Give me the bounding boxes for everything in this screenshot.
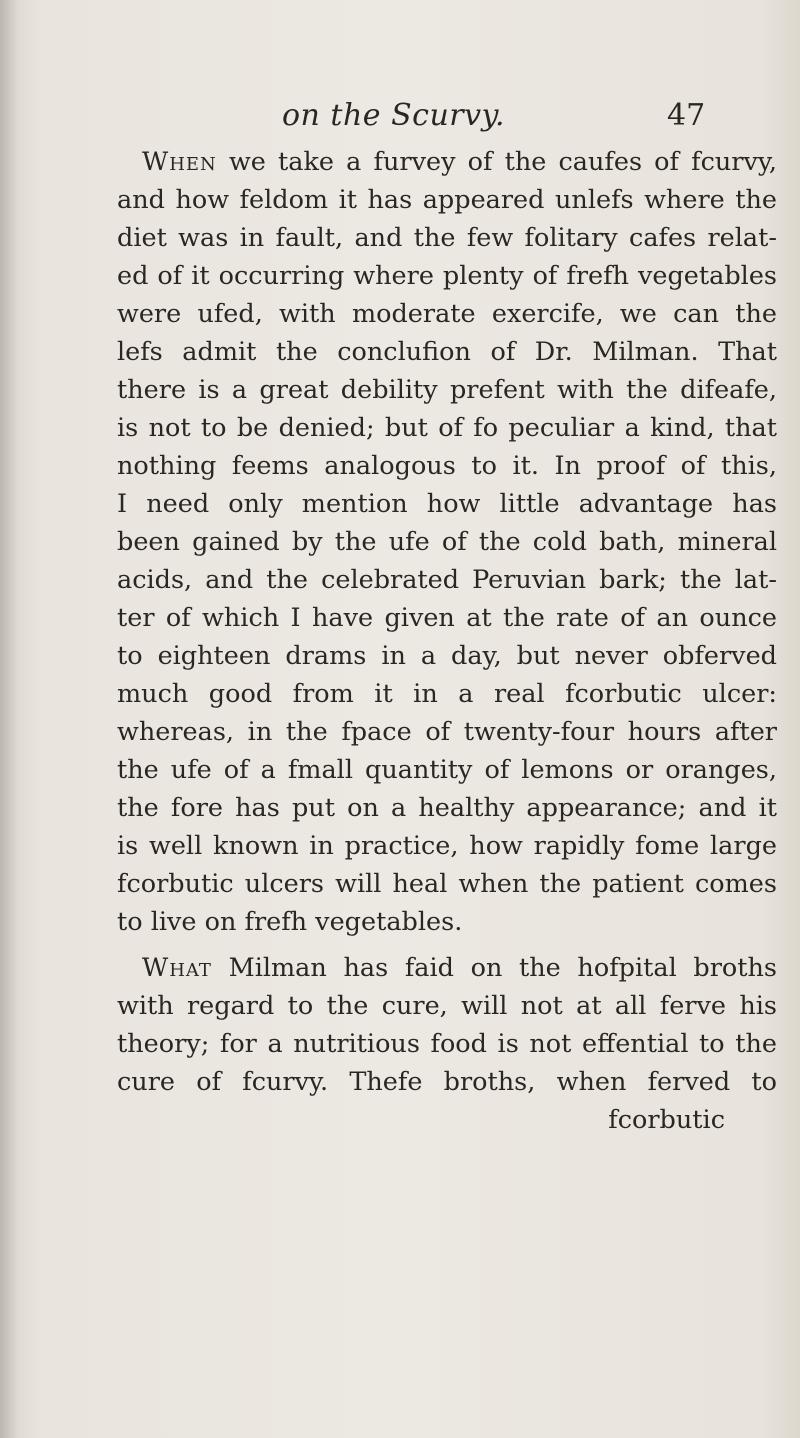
text-line: the fore has put on a healthy appearance; and it: [117, 793, 777, 823]
text-line: is not to be denied; but of fo peculiar a kind, that: [117, 413, 777, 443]
text-line: whereas, in the fpace of twenty-four hours after: [117, 717, 777, 747]
running-head-title: on the Scurvy.: [282, 98, 506, 133]
text-line: the ufe of a fmall quantity of lemons or oranges,: [117, 755, 777, 785]
text-line: been gained by the ufe of the cold bath, mineral: [117, 527, 777, 557]
paragraph-lead-word: What: [142, 953, 212, 983]
body-text: [117, 143, 777, 1139]
text-line: I need only mention how little advantage has: [117, 489, 777, 519]
text-line: What Milman has faid on the hofpital broths: [142, 953, 777, 983]
catchword: fcorbutic: [608, 1105, 725, 1135]
text-line: to live on frefh vegetables.: [117, 907, 463, 937]
running-head: [0, 98, 800, 138]
text-line: and how feldom it has appeared unlefs where the: [117, 185, 777, 215]
text-line: is well known in practice, how rapidly fome large: [117, 831, 777, 861]
page-number: 47: [667, 98, 706, 133]
text-line: cure of fcurvy. Thefe broths, when ferved to: [117, 1067, 777, 1097]
text-line: to eighteen drams in a day, but never obferved: [117, 641, 777, 671]
paragraph-lead-word: When: [142, 147, 217, 177]
text-line: nothing feems analogous to it. In proof of this,: [117, 451, 777, 481]
text-line: ter of which I have given at the rate of an ounce: [117, 603, 777, 633]
text-line: with regard to the cure, will not at all ferve his: [117, 991, 777, 1021]
text-line: ed of it occurring where plenty of frefh vegetables: [117, 261, 777, 291]
text-line: fcorbutic ulcers will heal when the patient comes: [117, 869, 777, 899]
text-line: much good from it in a real fcorbutic ulcer:: [117, 679, 777, 709]
text-line: there is a great debility prefent with the difeafe,: [117, 375, 777, 405]
text-line: acids, and the celebrated Peruvian bark; the lat-: [117, 565, 777, 595]
text-line: were ufed, with moderate exercife, we can the: [117, 299, 777, 329]
text-line: When we take a furvey of the caufes of fcurvy,: [142, 147, 777, 177]
paragraph-gap: [117, 941, 777, 949]
text-line: diet was in fault, and the few folitary cafes relat-: [117, 223, 777, 253]
text-line: lefs admit the conclufion of Dr. Milman. That: [117, 337, 777, 367]
text-line: theory; for a nutritious food is not effential to the: [117, 1029, 777, 1059]
gutter-shadow: [0, 0, 18, 1438]
